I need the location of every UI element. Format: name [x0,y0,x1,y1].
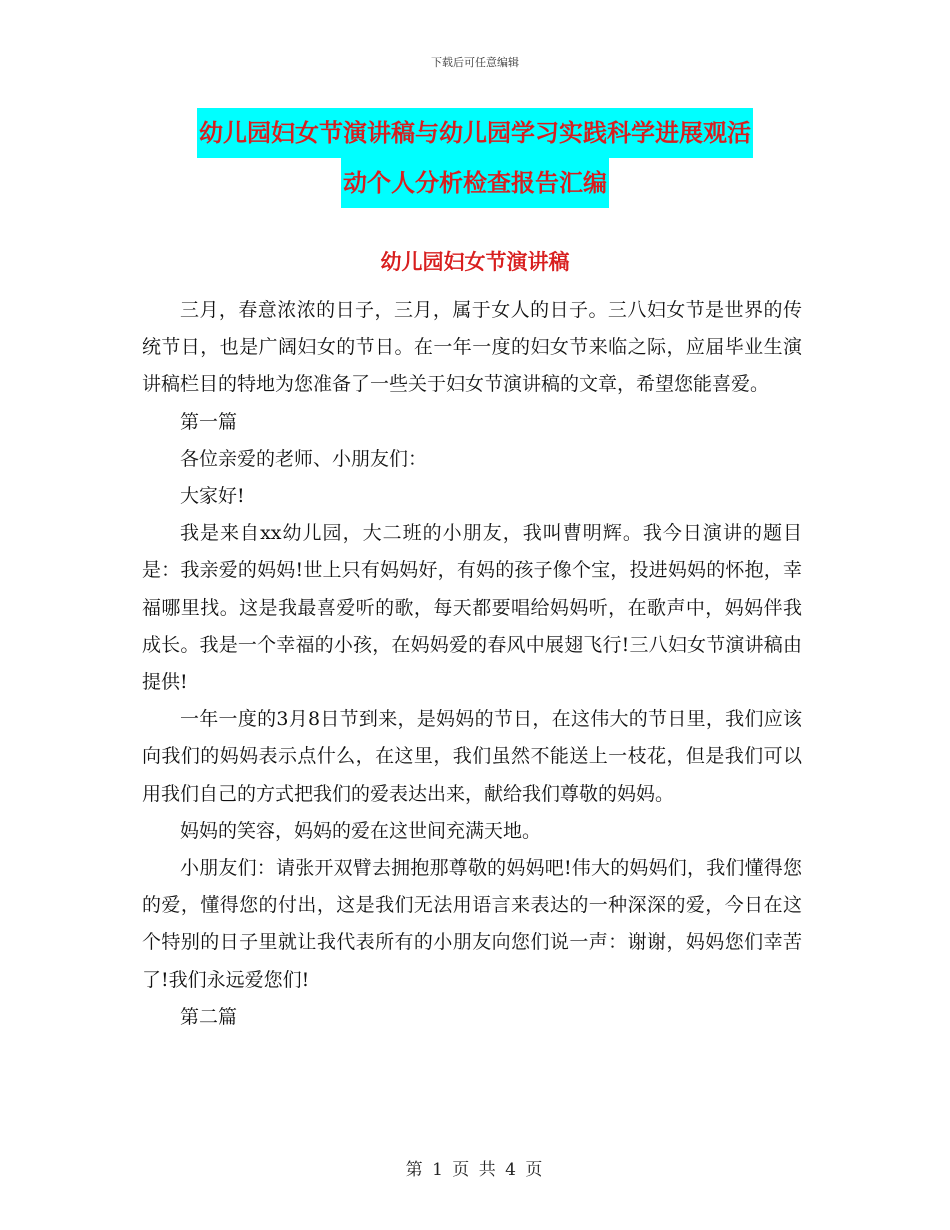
header-note: 下载后可任意编辑 [431,56,519,69]
paragraph-intro: 三月，春意浓浓的日子，三月，属于女人的日子。三八妇女节是世界的传统节日，也是广阔妇女的节日。在一年一度的妇女节来临之际，应届毕业生演讲稿栏目的特地为您准备了一些关于妇女节演讲稿的文章，希望您能喜爱。 [142,299,802,396]
paragraph-womens-day: 一年一度的3月8日节到来，是妈妈的节日，在这伟大的节日里，我们应该向我们的妈妈表示点什么，在这里，我们虽然不能送上一枝花，但是我们可以用我们自己的方式把我们的爱表达出来，献给我们尊敬的妈妈。 [142,708,802,805]
section-title: 幼儿园妇女节演讲稿 [380,250,570,274]
paragraph-greeting: 大家好! [180,485,245,508]
document-title [0,108,950,208]
paragraph-children: 小朋友们：请张开双臂去拥抱那尊敬的妈妈吧!伟大的妈妈们，我们懂得您的爱，懂得您的付出，这是我们无法用语言来表达的一种深深的爱，今日在这个特别的日子里就让我代表所有的小朋友向您们说一声：谢谢，妈妈您们幸苦了!我们永远爱您们! [142,857,802,991]
document-title-line-2: 动个人分析检查报告汇编 [341,158,609,208]
paragraph-smile: 妈妈的笑容，妈妈的爱在这世间充满天地。 [180,819,542,842]
body-text [142,292,802,1036]
document-title-line-1: 幼儿园妇女节演讲稿与幼儿园学习实践科学进展观活 [197,108,753,158]
paragraph-salutation: 各位亲爱的老师、小朋友们： [180,447,428,470]
paragraph-self-intro: 我是来自xx幼儿园，大二班的小朋友，我叫曹明辉。我今日演讲的题目是：我亲爱的妈妈!世上只有妈妈好，有妈的孩子像个宝，投进妈妈的怀抱，幸福哪里找。这是我最喜爱听的歌，每天都要唱给妈妈听，在歌声中，妈妈伴我成长。我是一个幸福的小孩，在妈妈爱的春风中展翅飞行!三八妇女节演讲稿由提供! [142,522,802,694]
paragraph-heading-part-1: 第一篇 [180,410,238,433]
page-number-footer: 第 1 页 共 4 页 [405,1160,545,1180]
paragraph-heading-part-2: 第二篇 [180,1005,238,1028]
